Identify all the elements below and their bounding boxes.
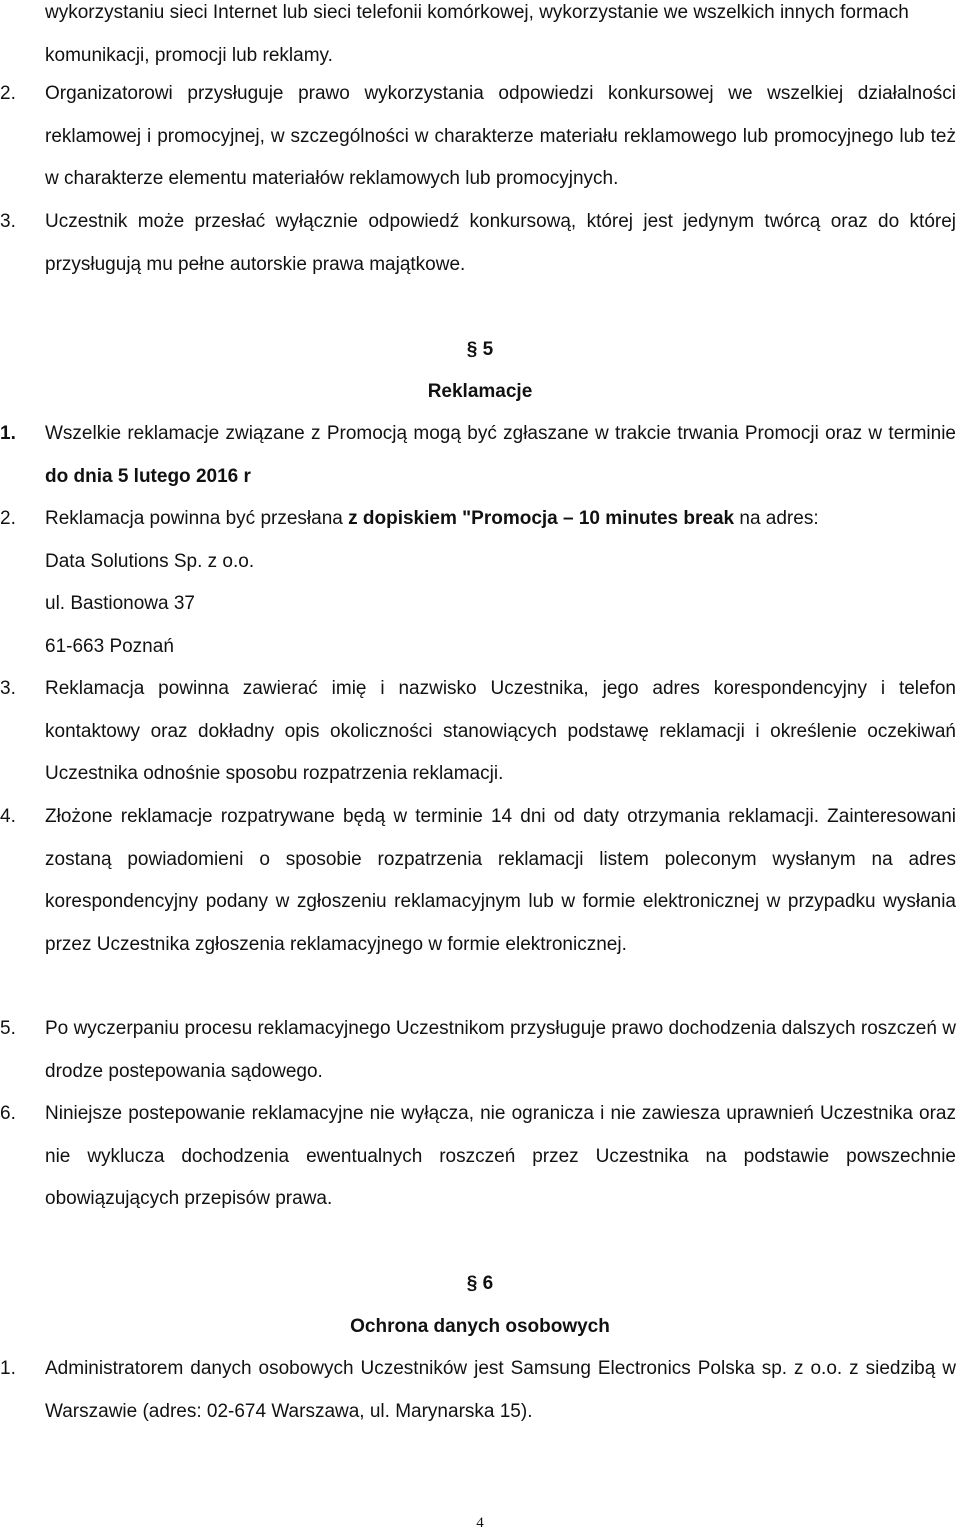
item-text: Organizatorowi przysługuje prawo wykorzystania odpowiedzi konkursowej we wszelkiej działalności reklamowej i promocyjnej, w szczególności w charakterze materiału reklamowego lub promocyjnego lub też w charakterze elementu materiałów reklamowych lub promocyjnych.	[45, 83, 956, 189]
section-title: Reklamacje	[427, 381, 533, 402]
section-title: Ochrona danych osobowych	[350, 1316, 610, 1337]
page-number: 4	[476, 1515, 484, 1531]
address-line: ul. Bastionowa 37	[45, 593, 195, 614]
item-number: 3.	[0, 211, 16, 232]
section-symbol: § 5	[466, 339, 494, 360]
item-number: 1.	[0, 1358, 16, 1379]
list-item	[0, 498, 956, 541]
item-number: 5.	[0, 1018, 16, 1039]
item-number: 1.	[0, 423, 16, 444]
item-number: 6.	[0, 1103, 16, 1124]
list-item	[0, 73, 956, 201]
item-number: 3.	[0, 678, 16, 699]
list-item	[0, 796, 956, 966]
list-item	[0, 1093, 956, 1221]
list-item	[0, 201, 956, 286]
list-item	[0, 1008, 956, 1093]
list-item	[0, 668, 956, 796]
item-text: Wszelkie reklamacje związane z Promocją mogą być zgłaszane w trakcie trwania Promocji oraz w terminie do dnia 5 lutego 2016 r	[45, 423, 956, 487]
item-text: Uczestnik może przesłać wyłącznie odpowiedź konkursową, której jest jedynym twórcą oraz do której przysługują mu pełne autorskie prawa majątkowe.	[45, 211, 956, 275]
item-number: 4.	[0, 806, 16, 827]
address-line: 61-663 Poznań	[45, 636, 174, 657]
item-number: 2.	[0, 508, 16, 529]
item-text: Po wyczerpaniu procesu reklamacyjnego Uczestnikom przysługuje prawo dochodzenia dalszych roszczeń w drodze postepowania sądowego.	[45, 1018, 956, 1082]
item-text: Reklamacja powinna być przesłana z dopiskiem "Promocja – 10 minutes break na adres:	[45, 508, 819, 529]
list-item	[0, 1348, 956, 1433]
item-text: Złożone reklamacje rozpatrywane będą w terminie 14 dni od daty otrzymania reklamacji. Zainteresowani zostaną powiadomieni o sposobie rozpatrzenia reklamacji listem poleconym wysłanym na adres korespondencyjny podany w zgłoszeniu reklamacyjnym lub w formie elektronicznej w przypadku wysłania przez Uczestnika zgłoszenia reklamacyjnego w formie elektronicznej.	[45, 806, 956, 955]
list-item	[0, 413, 956, 498]
item-number: 2.	[0, 83, 16, 104]
paragraph-continuation: wykorzystaniu sieci Internet lub sieci telefonii komórkowej, wykorzystanie we wszelkich innych formach komunikacji, promocji lub reklamy.	[45, 2, 909, 66]
section-symbol: § 6	[466, 1273, 494, 1294]
address-line: Data Solutions Sp. z o.o.	[45, 551, 255, 572]
item-text: Niniejsze postepowanie reklamacyjne nie wyłącza, nie ogranicza i nie zawiesza uprawnień Uczestnika oraz nie wyklucza dochodzenia ewentualnych roszczeń przez Uczestnika na podstawie powszechnie obowiązujących przepisów prawa.	[45, 1103, 956, 1209]
item-text: Reklamacja powinna zawierać imię i nazwisko Uczestnika, jego adres korespondencyjny i telefon kontaktowy oraz dokładny opis okoliczności stanowiących podstawę reklamacji i określenie oczekiwań Uczestnika odnośnie sposobu rozpatrzenia reklamacji.	[45, 678, 956, 784]
item-text: Administratorem danych osobowych Uczestników jest Samsung Electronics Polska sp. z o.o. z siedzibą w Warszawie (adres: 02-674 Warszawa, ul. Marynarska 15).	[45, 1358, 956, 1422]
